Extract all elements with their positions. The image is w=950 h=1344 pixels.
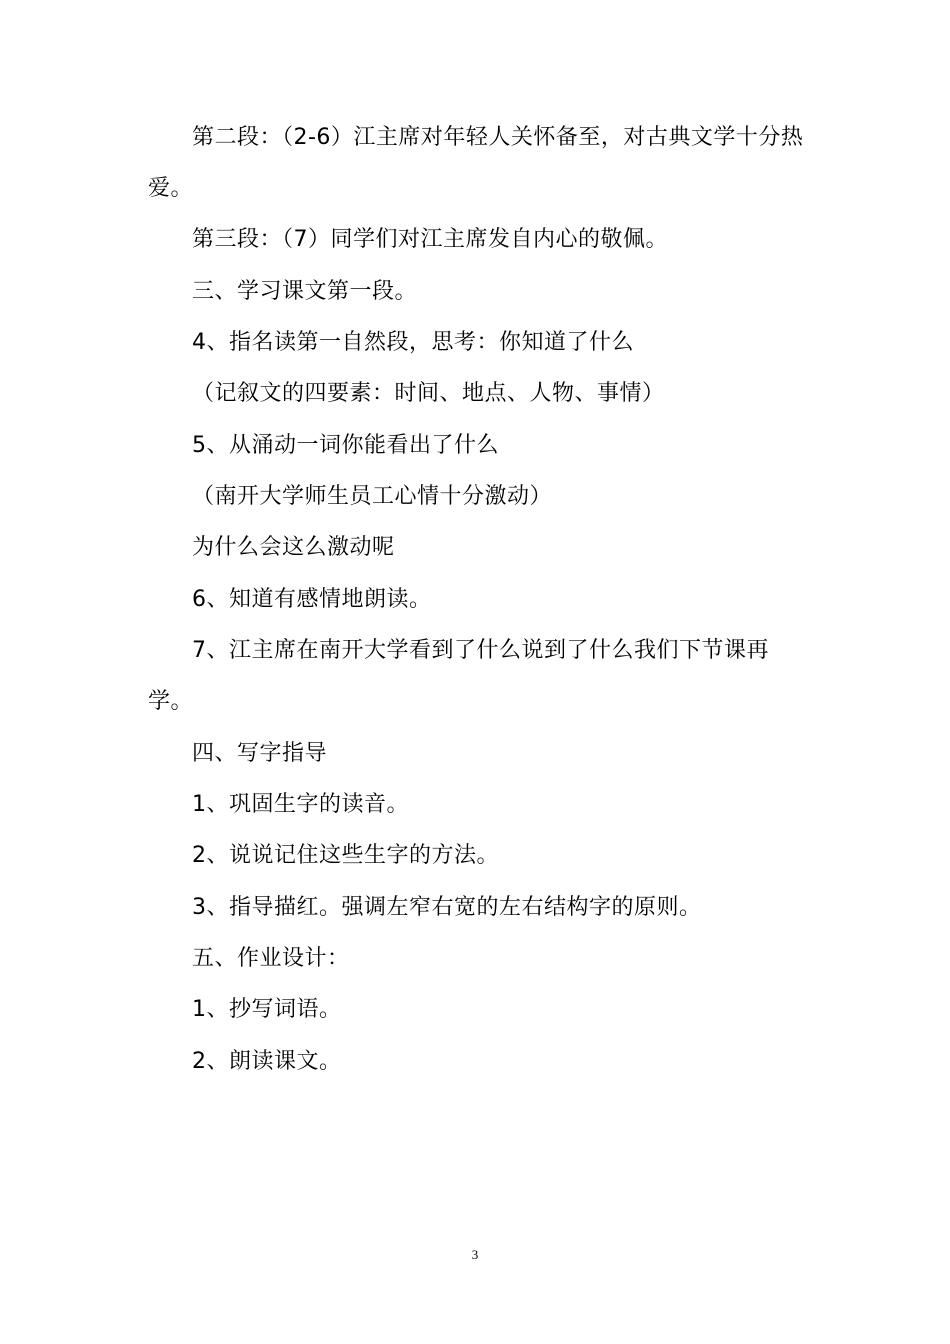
text-line: 1、巩固生字的读音。 xyxy=(192,792,409,817)
text-line: 爱。 xyxy=(148,176,194,201)
section-heading: 五、作业设计： xyxy=(192,946,350,971)
text-line: 为什么会这么激动呢 xyxy=(192,535,395,560)
page-number: 3 xyxy=(471,1247,479,1262)
section-heading: 三、学习课文第一段。 xyxy=(192,279,418,304)
text-line: 第三段：（7）同学们对江主席发自内心的敬佩。 xyxy=(192,227,668,252)
text-line: 7、江主席在南开大学看到了什么说到了什么我们下节课再 xyxy=(192,638,769,663)
text-line: 6、知道有感情地朗读。 xyxy=(192,587,432,612)
text-line: 4、指名读第一自然段，思考：你知道了什么 xyxy=(192,330,634,355)
text-line: 5、从涌动一词你能看出了什么 xyxy=(192,433,499,458)
text-line: 2、说说记住这些生字的方法。 xyxy=(192,843,499,868)
text-line: （南开大学师生员工心情十分激动） xyxy=(192,484,553,509)
text-line: 1、抄写词语。 xyxy=(192,997,342,1022)
text-line: 3、指导描红。强调左窄右宽的左右结构字的原则。 xyxy=(192,895,702,920)
text-line: 第二段：（2-6）江主席对年轻人关怀备至，对古典文学十分热 xyxy=(192,125,804,150)
section-heading: 四、写字指导 xyxy=(192,741,328,766)
text-line: 2、朗读课文。 xyxy=(192,1049,342,1074)
text-line: 学。 xyxy=(148,689,194,714)
text-line: （记叙文的四要素：时间、地点、人物、事情） xyxy=(192,381,665,406)
